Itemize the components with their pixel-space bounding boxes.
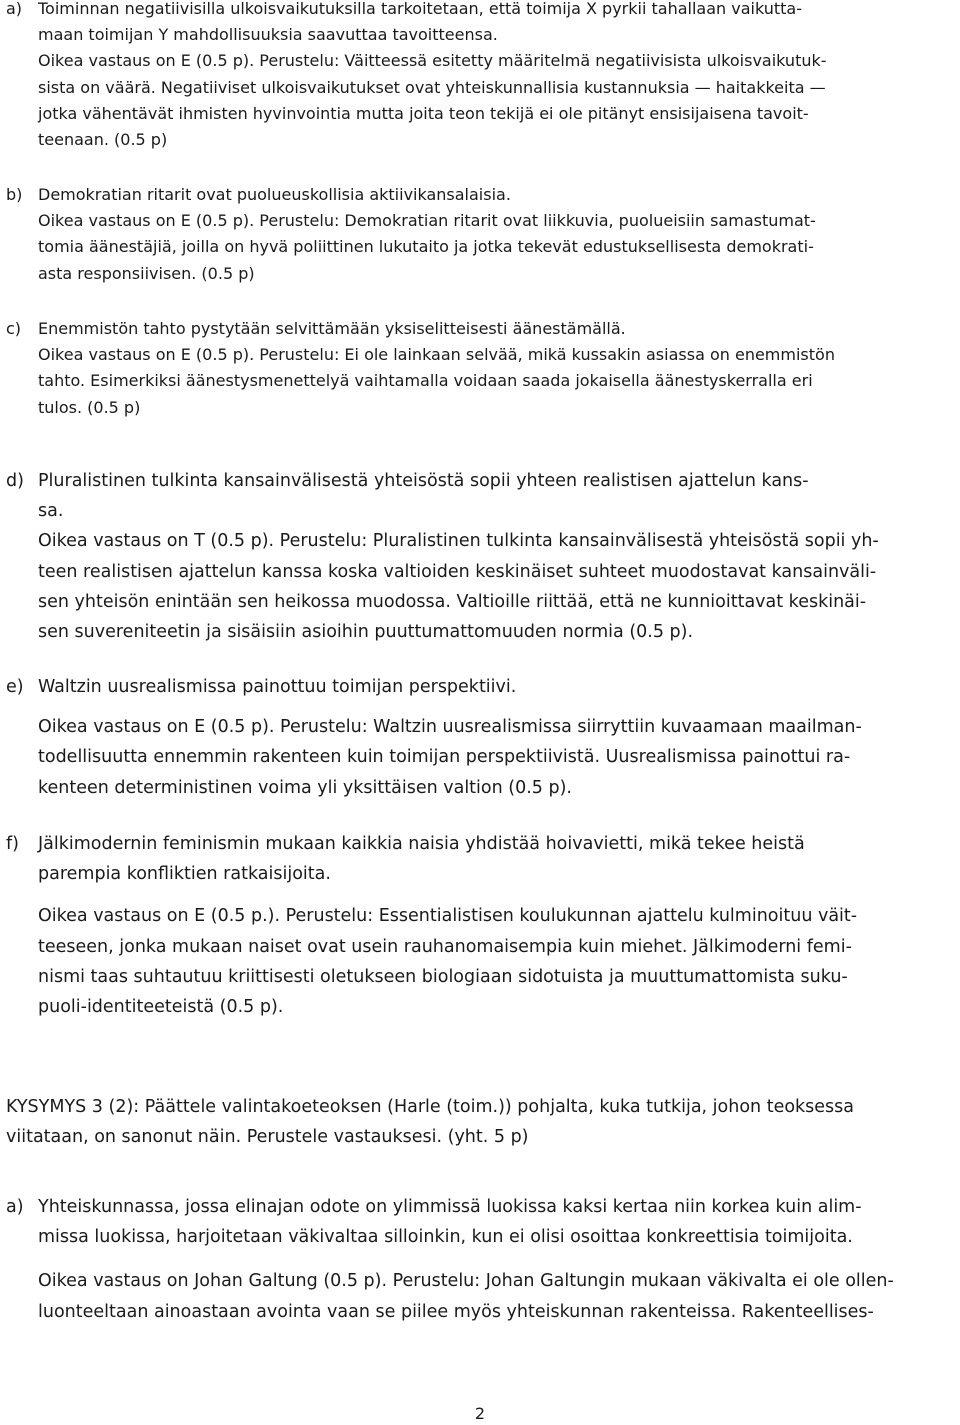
question-line: parempia konfliktien ratkaisijoita. — [38, 864, 331, 885]
item-marker: d) — [6, 471, 24, 491]
text-line: puoli-identiteeteistä (0.5 p). — [38, 997, 284, 1018]
text-line: nismi taas suhtautuu kriittisesti oletukseen biologiaan sidotuista ja muuttumattomista suku- — [38, 966, 848, 987]
question-line: Jälkimodernin feminismin mukaan kaikkia naisia yhdistää hoivavietti, mikä tekee heistä — [38, 834, 805, 854]
text-line: kenteen deterministinen voima yli yksittäisen valtion (0.5 p). — [38, 777, 572, 798]
text-line: Oikea vastaus on E (0.5 p). Perustelu: Waltzin uusrealismissa siirryttiin kuvaamaan maailman- — [38, 717, 862, 738]
text-line: jotka vähentävät ihmisten hyvinvointia mutta joita teon tekijä ei ole pitänyt ensisijaisena tavoit- — [38, 103, 809, 123]
text-line: tahto. Esimerkiksi äänestysmenettelyä vaihtamalla voidaan saada jokaisella äänestyskerralla eri — [38, 371, 813, 391]
question-3-heading — [6, 1092, 952, 1152]
question-line: Yhteiskunnassa, jossa elinajan odote on ylimmissä luokissa kaksi kertaa niin korkea kuin alim- — [38, 1197, 862, 1217]
item-marker: e) — [6, 677, 24, 697]
text-line: sista on väärä. Negatiiviset ulkoisvaikutukset ovat yhteiskunnallisia kustannuksia — haitakkeita — — [38, 77, 826, 97]
text-line: Oikea vastaus on E (0.5 p). Perustelu: Ei ole lainkaan selvää, mikä kussakin asiassa on enemmistön — [38, 345, 835, 365]
text-line: Oikea vastaus on T (0.5 p). Perustelu: Pluralistinen tulkinta kansainvälisestä yhteisöstä sopii yh- — [38, 531, 879, 552]
text-line: Oikea vastaus on E (0.5 p.). Perustelu: Essentialistisen koulukunnan ajattelu kulminoituu väit- — [38, 906, 858, 927]
item-d-text — [38, 466, 954, 647]
text-line: viitataan, on sanonut näin. Perustele vastauksesi. (yht. 5 p) — [6, 1127, 529, 1148]
text-line: Pluralistinen tulkinta kansainvälisestä yhteisöstä sopii yhteen realistisen ajattelun kans- — [38, 471, 809, 491]
q3-item-a-text — [38, 1192, 954, 1327]
item-marker: f) — [6, 834, 19, 854]
text-line: tomia äänestäjiä, joilla on hyvä poliittinen lukutaito ja jotka tekevät edustuksellisesta demokrati- — [38, 237, 814, 257]
text-line: teeseen, jonka mukaan naiset ovat usein rauhanomaisempia kuin miehet. Jälkimoderni femi- — [38, 936, 852, 957]
item-c-text — [38, 316, 954, 421]
item-marker: a) — [6, 0, 23, 18]
item-marker: a) — [6, 1197, 24, 1217]
item-e-text — [38, 672, 954, 803]
question-line: Waltzin uusrealismissa painottuu toimijan perspektiivi. — [38, 677, 517, 697]
text-line: luonteeltaan ainoastaan avointa vaan se piilee myös yhteiskunnan rakenteissa. Rakenteellises- — [38, 1301, 874, 1322]
text-line: sen suvereniteetin ja sisäisiin asioihin puuttumattomuuden normia (0.5 p). — [38, 622, 694, 643]
text-line: sen yhteisön enintään sen heikossa muodossa. Valtioille riittää, että ne kunnioittavat keskinäi- — [38, 591, 867, 612]
item-b-text — [38, 182, 954, 287]
text-line: Oikea vastaus on E (0.5 p). Perustelu: Väitteessä esitetty määritelmä negatiivisista ulkoisvaikutuk- — [38, 51, 827, 71]
text-line: Oikea vastaus on E (0.5 p). Perustelu: Demokratian ritarit ovat liikkuvia, puolueisiin samastumat- — [38, 211, 816, 231]
text-line: Enemmistön tahto pystytään selvittämään yksiselitteisesti äänestämällä. — [38, 319, 626, 338]
text-line: Toiminnan negatiivisilla ulkoisvaikutuksilla tarkoitetaan, että toimija X pyrkii tahallaan vaikutta- — [38, 0, 802, 18]
text-line: tulos. (0.5 p) — [38, 397, 141, 417]
text-line: Demokratian ritarit ovat puolueuskollisia aktiivikansalaisia. — [38, 185, 511, 204]
page-number: 2 — [474, 1404, 486, 1423]
question-line: missa luokissa, harjoitetaan väkivaltaa silloinkin, kun ei olisi osoittaa konkreettisia toimijoita. — [38, 1227, 853, 1248]
item-f-text — [38, 829, 954, 1022]
text-line: sa. — [38, 501, 64, 522]
text-line: teen realistisen ajattelun kanssa koska valtioiden keskinäiset suhteet muodostavat kansainväli- — [38, 561, 877, 582]
item-marker: b) — [6, 185, 23, 204]
item-marker: c) — [6, 319, 22, 338]
text-line: teenaan. (0.5 p) — [38, 130, 168, 150]
text-line: maan toimijan Y mahdollisuuksia saavuttaa tavoitteensa. — [38, 25, 498, 45]
text-line: Oikea vastaus on Johan Galtung (0.5 p). Perustelu: Johan Galtungin mukaan väkivalta ei ole ollen- — [38, 1271, 894, 1292]
text-line: asta responsiivisen. (0.5 p) — [38, 263, 255, 283]
item-a-text — [38, 0, 954, 153]
text-line: KYSYMYS 3 (2): Päättele valintakoeteoksen (Harle (toim.)) pohjalta, kuka tutkija, johon teoksessa — [6, 1097, 855, 1117]
text-line: todellisuutta ennemmin rakenteen kuin toimijan perspektiivistä. Uusrealismissa painottui ra- — [38, 747, 851, 768]
